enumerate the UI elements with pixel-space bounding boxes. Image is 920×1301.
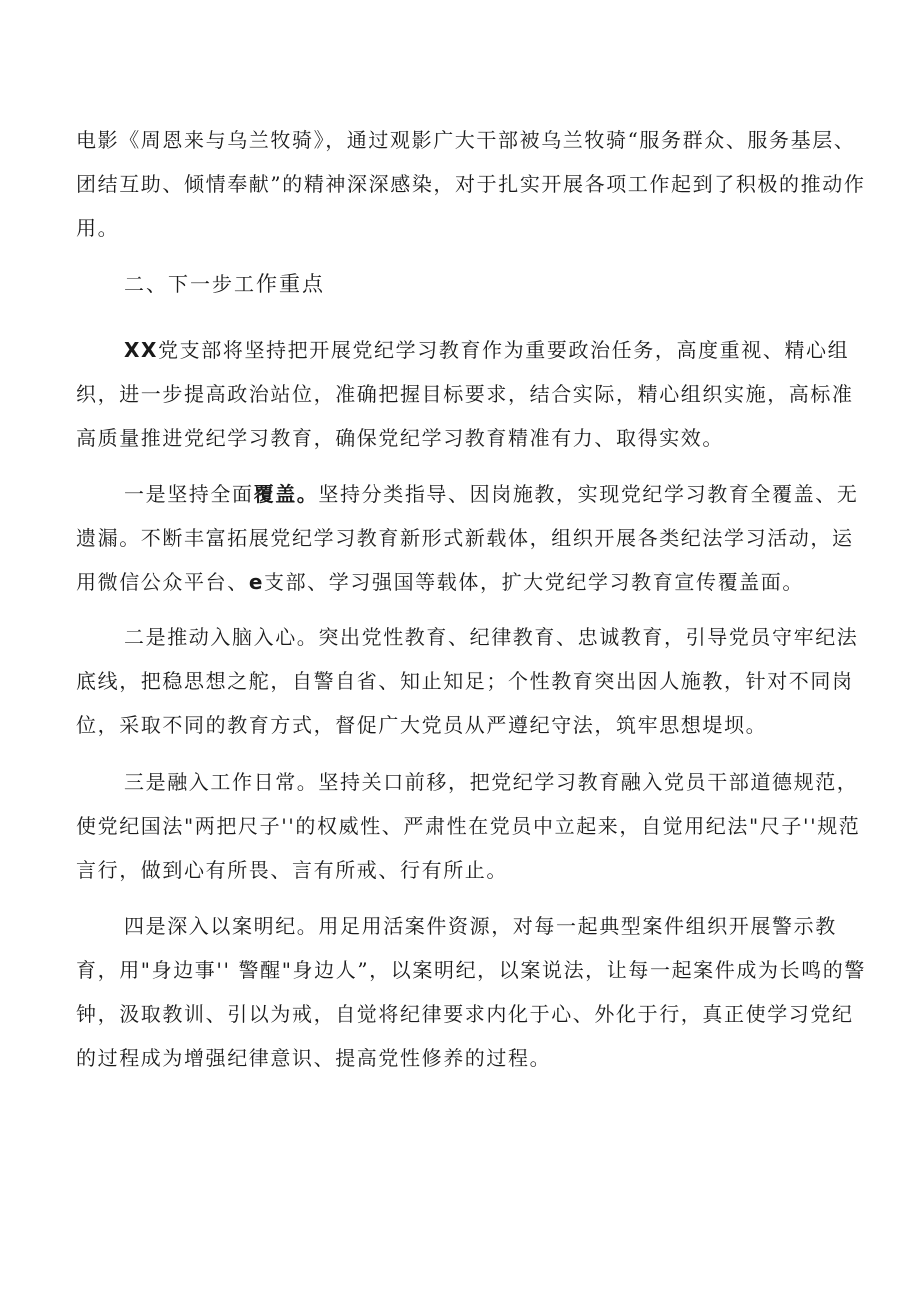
point-one-title-b: 覆盖。: [253, 482, 319, 506]
paragraph-point-three: 三是融入工作日常。坚持关口前移，把党纪学习教育融入党员干部道德规范，使党纪国法"两把尺子''的权威性、严肃性在党员中立起来，自觉用纪法"尺子''规范言行，做到心有所畏、言有所戒、行有所止。: [76, 770, 861, 882]
point-one-e: e: [248, 570, 264, 594]
paragraph-party-branch: [76, 328, 866, 460]
point-one-body-b: 支部、学习强国等载体，扩大党纪学习教育宣传覆盖面。: [263, 570, 804, 594]
section-heading-part2: 作重点: [256, 272, 325, 296]
paragraph-point-four: 四是深入以案明纪。用足用活案件资源，对每一起典型案件组织开展警示教育，用"身边事'' 警醒"身边人”，以案明纪，以案说法，让每一起案件成为长鸣的警钟，汲取教训、引以为戒，自觉将纪律要求内化于心、外化于行，真正使学习党纪的过程成为增强纪律意识、提高党性修养的过程。: [76, 914, 866, 1070]
paragraph-point-two: 二是推动入脑入心。突出党性教育、纪律教育、忠诚教育，引导党员守牢纪法底线，把稳思想之舵，自警自省、知止知足；个性教育突出因人施教，针对不同岗位，采取不同的教育方式，督促广大党员从严遵纪守法，筑牢思想堤坝。: [76, 625, 859, 737]
section-heading-part1: 二、下一步工: [124, 272, 256, 296]
xx-placeholder: XX: [124, 338, 159, 362]
paragraph-party-branch-text: 党支部将坚持把开展党纪学习教育作为重要政治任务，高度重视、精心组织，进一步提高政治站位，准确把握目标要求，结合实际，精心组织实施，高标准高质量推进党纪学习教育，确保党纪学习教育精准有力、取得实效。: [76, 338, 854, 450]
paragraph-point-one: [76, 472, 866, 604]
intro-paragraph: 电影《周恩来与乌兰牧骑》，通过观影广大干部被乌兰牧骑“服务群众、服务基层、团结互助、倾情奉献”的精神深深感染，对于扎实开展各项工作起到了积极的推动作用。: [76, 128, 866, 240]
point-one-title-a: 一是坚持全面: [124, 482, 254, 506]
point-one-body-a: 坚持分类指导、因岗施教，实现党纪学习教育全覆盖、无遗漏。不断丰富拓展党纪学习教育新形式新载体，组织开展各类纪法学习活动，运用微信公众平台、: [76, 482, 859, 594]
section-heading: [124, 262, 325, 306]
